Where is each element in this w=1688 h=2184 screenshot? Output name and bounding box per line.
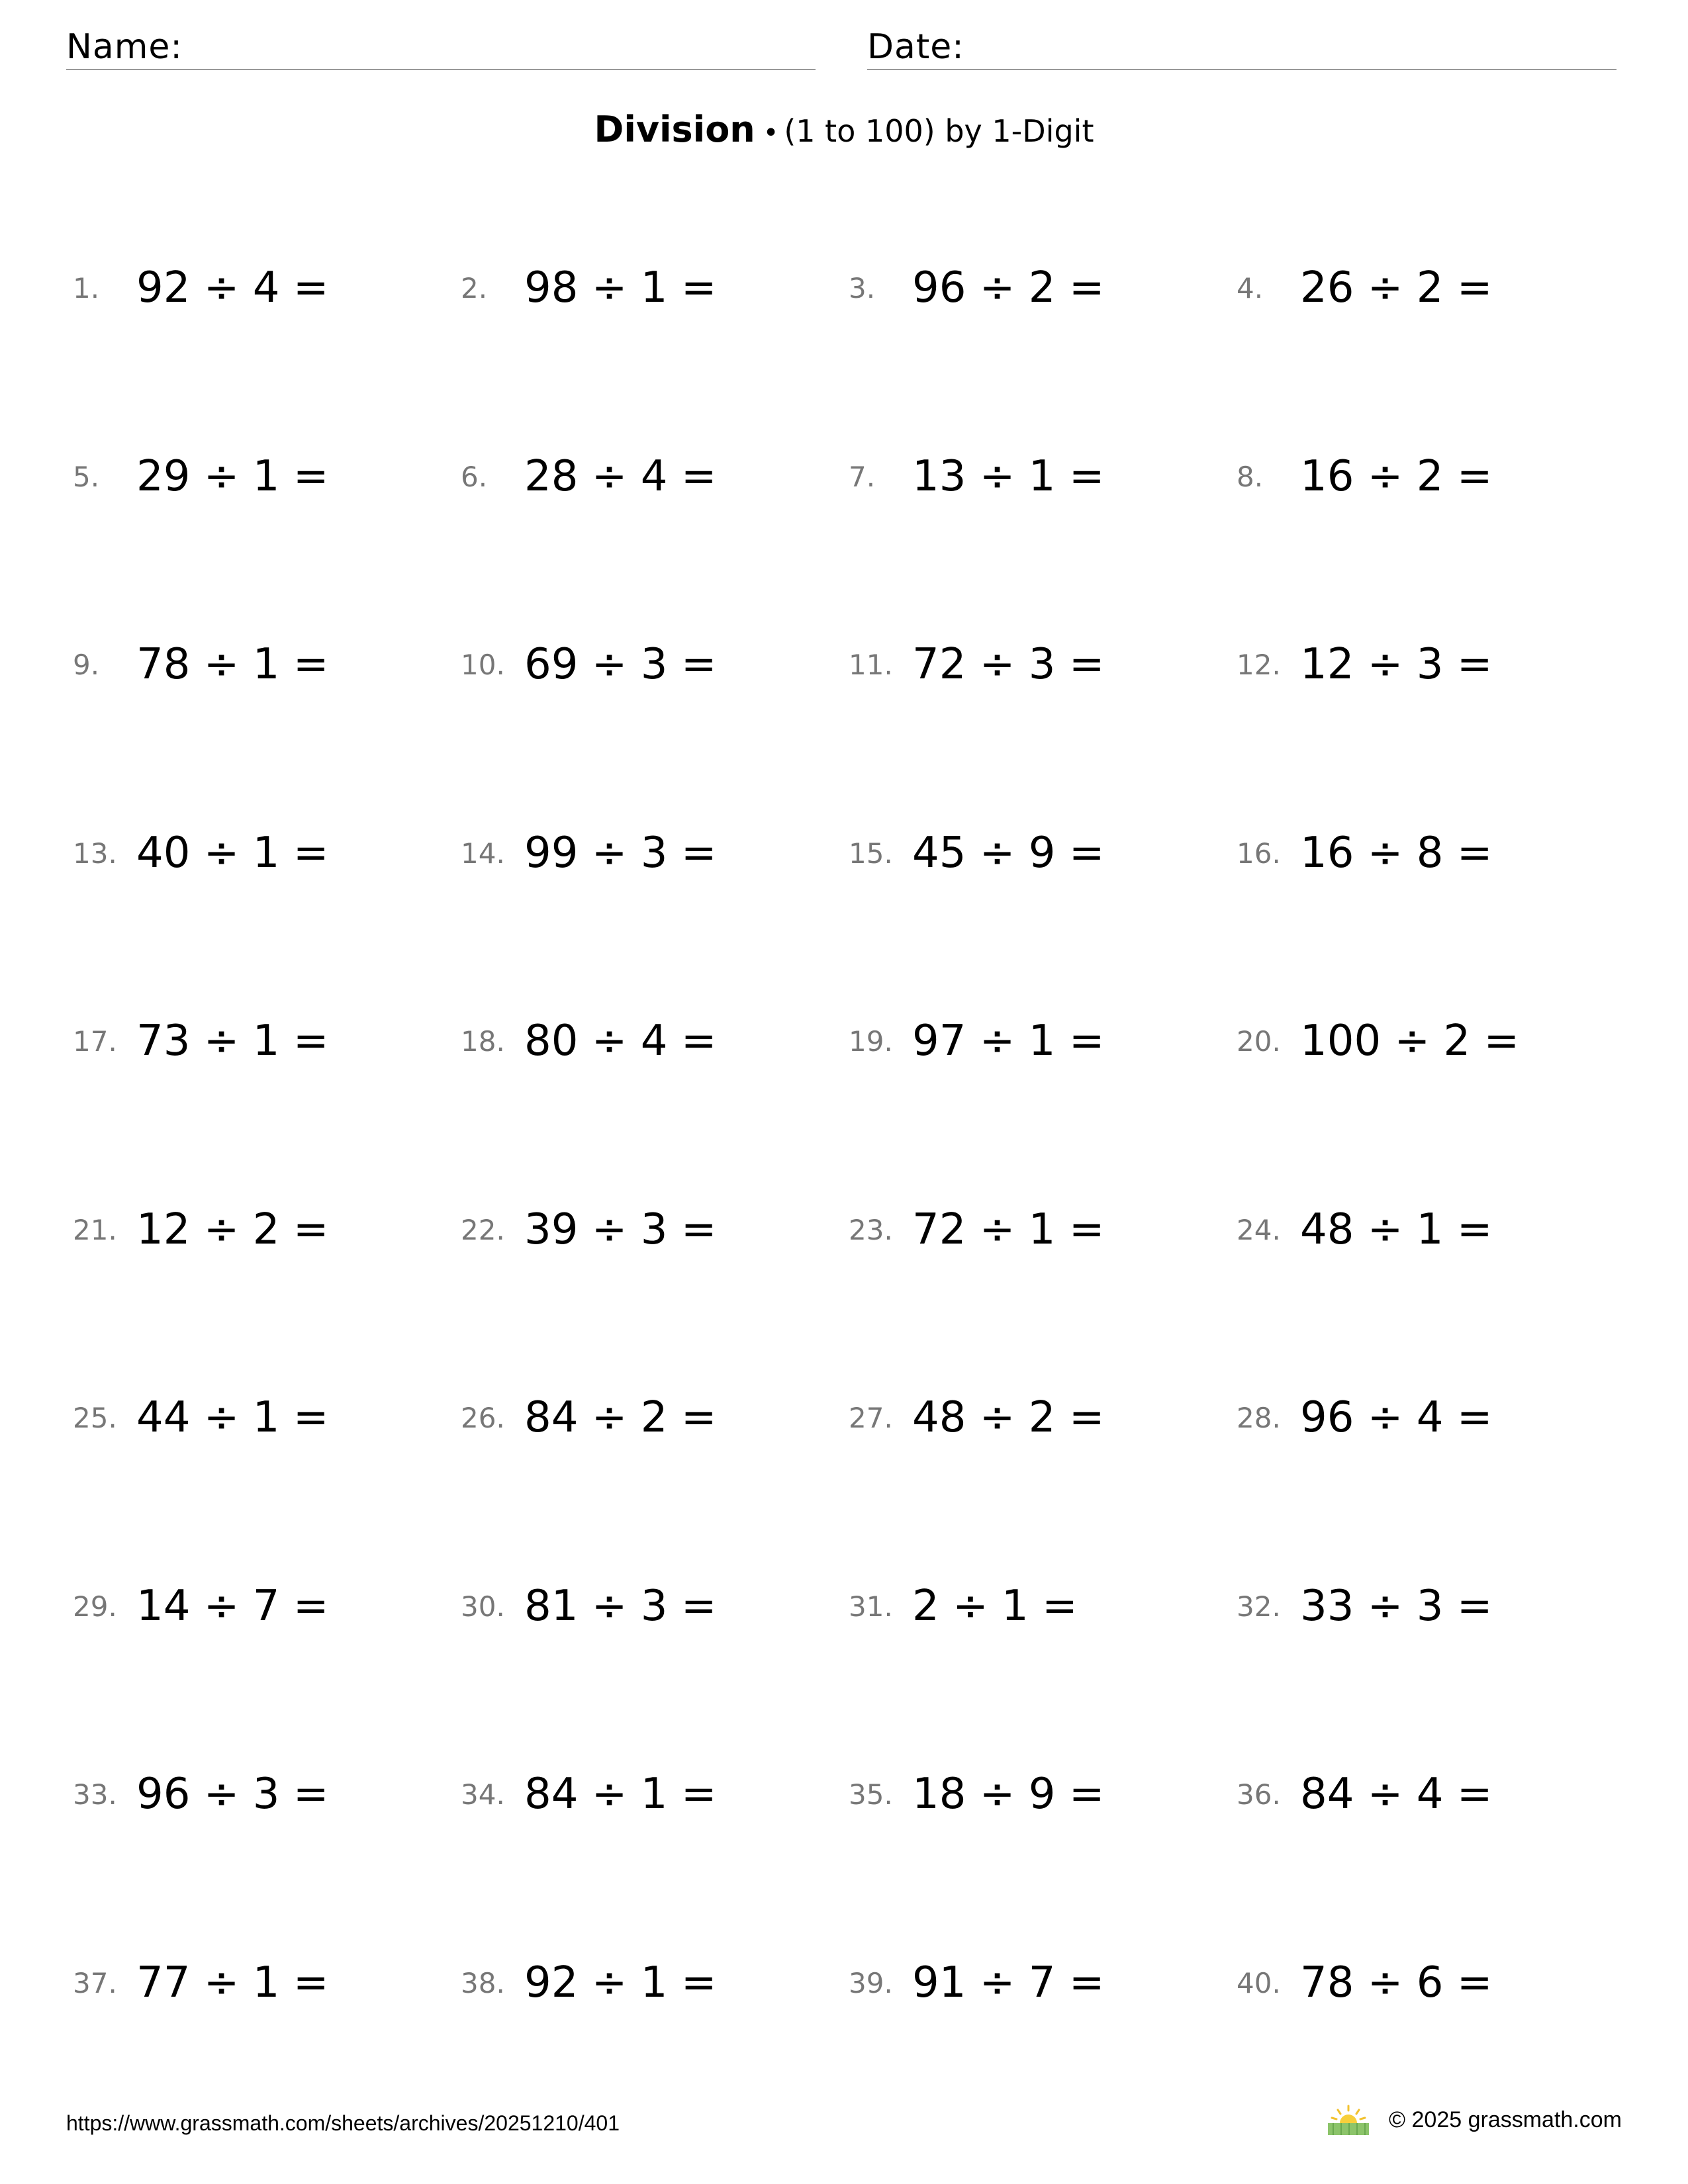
problem-expression: 98 ÷ 1 = [524, 263, 717, 312]
problem-item [1237, 1573, 1492, 1639]
problem-item [849, 1950, 1104, 2016]
name-label: Name: [66, 27, 183, 67]
problem-expression: 72 ÷ 1 = [912, 1205, 1105, 1254]
problem-item [461, 1761, 716, 1827]
title-main: Division [594, 109, 755, 150]
problem-expression: 12 ÷ 2 = [136, 1205, 329, 1254]
problem-expression: 16 ÷ 8 = [1300, 829, 1493, 878]
problem-expression: 48 ÷ 2 = [912, 1393, 1105, 1442]
problem-item [849, 255, 1104, 321]
problem-item [849, 1008, 1104, 1074]
problem-item [73, 1573, 328, 1639]
problem-number: 21. [73, 1213, 117, 1246]
problem-number: 34. [461, 1778, 505, 1811]
problem-expression: 99 ÷ 3 = [524, 829, 717, 878]
problem-number: 36. [1237, 1778, 1281, 1811]
problem-item [461, 255, 716, 321]
problem-number: 40. [1237, 1966, 1281, 1999]
problem-item [461, 631, 716, 698]
problem-number: 1. [73, 271, 100, 304]
problem-item [461, 1573, 716, 1639]
problem-item [849, 443, 1104, 510]
problem-expression: 33 ÷ 3 = [1300, 1582, 1493, 1631]
worksheet-title [0, 106, 1688, 162]
problem-number: 18. [461, 1024, 505, 1058]
problem-expression: 92 ÷ 4 = [136, 263, 329, 312]
problem-number: 39. [849, 1966, 893, 1999]
problem-item [73, 1197, 328, 1263]
problem-item [73, 1008, 328, 1074]
date-label: Date: [867, 27, 964, 67]
problem-expression: 91 ÷ 7 = [912, 1958, 1105, 2007]
problem-expression: 45 ÷ 9 = [912, 829, 1105, 878]
problem-expression: 48 ÷ 1 = [1300, 1205, 1493, 1254]
problem-item [73, 1385, 328, 1451]
title-bullet: • [763, 118, 779, 148]
problem-number: 2. [461, 271, 488, 304]
problem-item [849, 820, 1104, 886]
problem-number: 5. [73, 460, 100, 493]
problem-item [461, 1385, 716, 1451]
problem-number: 29. [73, 1590, 117, 1623]
problem-expression: 72 ÷ 3 = [912, 640, 1105, 689]
problem-item [849, 1197, 1104, 1263]
problem-number: 3. [849, 271, 876, 304]
problem-number: 15. [849, 837, 893, 870]
problem-number: 35. [849, 1778, 893, 1811]
problem-number: 28. [1237, 1401, 1281, 1434]
problem-number: 27. [849, 1401, 893, 1434]
problem-number: 31. [849, 1590, 893, 1623]
problem-expression: 13 ÷ 1 = [912, 452, 1105, 501]
problem-expression: 84 ÷ 4 = [1300, 1770, 1493, 1819]
problem-number: 6. [461, 460, 488, 493]
problem-expression: 26 ÷ 2 = [1300, 263, 1493, 312]
footer-url: https://www.grassmath.com/sheets/archives/20251210/401 [66, 2111, 620, 2135]
problem-item [1237, 1197, 1492, 1263]
problem-expression: 73 ÷ 1 = [136, 1017, 329, 1066]
problem-number: 23. [849, 1213, 893, 1246]
problem-expression: 29 ÷ 1 = [136, 452, 329, 501]
problem-item [1237, 1008, 1519, 1074]
problem-number: 38. [461, 1966, 505, 1999]
problem-expression: 97 ÷ 1 = [912, 1017, 1105, 1066]
problem-item [1237, 631, 1492, 698]
problem-item [1237, 1761, 1492, 1827]
problem-item [73, 443, 328, 510]
problem-expression: 12 ÷ 3 = [1300, 640, 1493, 689]
problem-item [1237, 443, 1492, 510]
problem-number: 4. [1237, 271, 1264, 304]
problem-number: 8. [1237, 460, 1264, 493]
problem-expression: 84 ÷ 2 = [524, 1393, 717, 1442]
problem-item [849, 1761, 1104, 1827]
problem-item [461, 1950, 716, 2016]
problem-expression: 84 ÷ 1 = [524, 1770, 717, 1819]
problem-number: 14. [461, 837, 505, 870]
problem-number: 22. [461, 1213, 505, 1246]
problem-number: 32. [1237, 1590, 1281, 1623]
problem-expression: 39 ÷ 3 = [524, 1205, 717, 1254]
problem-expression: 100 ÷ 2 = [1300, 1017, 1520, 1066]
name-field [66, 25, 816, 70]
problem-expression: 2 ÷ 1 = [912, 1582, 1078, 1631]
problem-number: 16. [1237, 837, 1281, 870]
footer-brand [1325, 2103, 1622, 2136]
problem-number: 11. [849, 648, 893, 681]
problem-number: 19. [849, 1024, 893, 1058]
problem-expression: 16 ÷ 2 = [1300, 452, 1493, 501]
problem-expression: 96 ÷ 4 = [1300, 1393, 1493, 1442]
problem-number: 30. [461, 1590, 505, 1623]
problem-item [1237, 1385, 1492, 1451]
problem-number: 20. [1237, 1024, 1281, 1058]
problem-item [1237, 1950, 1492, 2016]
problem-item [461, 1197, 716, 1263]
problem-number: 12. [1237, 648, 1281, 681]
problem-expression: 18 ÷ 9 = [912, 1770, 1105, 1819]
problem-item [73, 255, 328, 321]
problem-expression: 77 ÷ 1 = [136, 1958, 329, 2007]
problem-expression: 44 ÷ 1 = [136, 1393, 329, 1442]
problem-item [1237, 255, 1492, 321]
problem-item [461, 443, 716, 510]
problem-expression: 81 ÷ 3 = [524, 1582, 717, 1631]
problem-item [1237, 820, 1492, 886]
problem-item [461, 1008, 716, 1074]
problem-number: 37. [73, 1966, 117, 1999]
problem-expression: 40 ÷ 1 = [136, 829, 329, 878]
problem-number: 24. [1237, 1213, 1281, 1246]
problem-item [73, 631, 328, 698]
problem-item [73, 1950, 328, 2016]
footer-copyright: © 2025 grassmath.com [1389, 2107, 1622, 2132]
problem-number: 10. [461, 648, 505, 681]
sun-over-grass-icon [1325, 2103, 1372, 2136]
problem-number: 26. [461, 1401, 505, 1434]
problem-item [849, 1385, 1104, 1451]
problem-expression: 28 ÷ 4 = [524, 452, 717, 501]
problem-number: 33. [73, 1778, 117, 1811]
problem-number: 25. [73, 1401, 117, 1434]
problem-number: 13. [73, 837, 117, 870]
problem-item [849, 1573, 1078, 1639]
problem-expression: 78 ÷ 6 = [1300, 1958, 1493, 2007]
title-subtitle: (1 to 100) by 1-Digit [784, 113, 1094, 149]
problem-number: 17. [73, 1024, 117, 1058]
problem-item [73, 1761, 328, 1827]
problem-expression: 14 ÷ 7 = [136, 1582, 329, 1631]
date-field [867, 25, 1617, 70]
problem-expression: 96 ÷ 2 = [912, 263, 1105, 312]
problem-item [461, 820, 716, 886]
problem-expression: 80 ÷ 4 = [524, 1017, 717, 1066]
problem-expression: 78 ÷ 1 = [136, 640, 329, 689]
problem-number: 7. [849, 460, 876, 493]
problem-number: 9. [73, 648, 100, 681]
problem-item [849, 631, 1104, 698]
problem-expression: 69 ÷ 3 = [524, 640, 717, 689]
problem-item [73, 820, 328, 886]
problem-expression: 96 ÷ 3 = [136, 1770, 329, 1819]
problem-expression: 92 ÷ 1 = [524, 1958, 717, 2007]
